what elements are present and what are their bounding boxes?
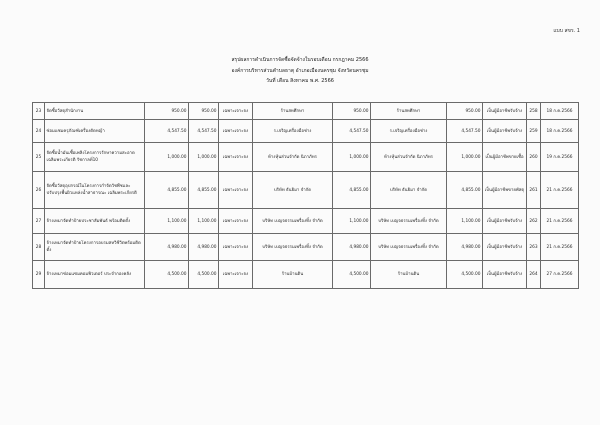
item-description: จ้างเหมาจัดทำป้ายโครงการอบรมสหวิชีวิตพร้อมติดตั้ง xyxy=(45,234,145,261)
contract-number: 263 xyxy=(527,234,541,261)
winning-price: 4,547.50 xyxy=(447,120,483,143)
selection-reason: เป็นผู้มีอาชีพรับจ้าง xyxy=(483,261,527,289)
bid-price: 4,547.50 xyxy=(333,120,371,143)
median-price: 1,000.00 xyxy=(189,143,219,172)
row-number: 28 xyxy=(33,234,45,261)
form-code: แบบ สขร. 1 xyxy=(553,28,580,34)
bid-price: 950.00 xyxy=(333,103,371,120)
winner-name: ห้างหุ้นส่วนจำกัด นิภาภัทร xyxy=(371,143,447,172)
contract-number: 261 xyxy=(527,172,541,209)
contract-date: 18 ก.ค.2566 xyxy=(541,120,579,143)
selection-reason: เป็นผู้มีอาชีพขายเชื้อ xyxy=(483,143,527,172)
winning-price: 1,100.00 xyxy=(447,209,483,234)
contract-number: 262 xyxy=(527,209,541,234)
procurement-table xyxy=(32,102,579,289)
bidder-name: บริษัท เบญจธรรมเพรื่องทิ้ง จำกัด xyxy=(253,234,333,261)
contract-number: 264 xyxy=(527,261,541,289)
selection-reason: เป็นผู้มีอาชีพรับจ้าง xyxy=(483,103,527,120)
selection-reason: เป็นผู้มีอาชีพรับจ้าง xyxy=(483,120,527,143)
budget-amount: 1,100.00 xyxy=(145,209,189,234)
bidder-name: ร.เจริญเครื่องมือช่าง xyxy=(253,120,333,143)
document-header xyxy=(0,55,600,87)
header-date: วันที่ เดือน สิงหาคม พ.ศ. 2566 xyxy=(266,78,334,84)
bidder-name: บริษัท เบญจธรรมเพรื่องทิ้ง จำกัด xyxy=(253,209,333,234)
winner-name: บริษัท เบญจธรรมเพรื่องทิ้ง จำกัด xyxy=(371,209,447,234)
selection-reason: เป็นผู้มีอาชีพรับจ้าง xyxy=(483,234,527,261)
table-row xyxy=(33,234,579,261)
bidder-name: ร้านบ้านดิน xyxy=(253,261,333,289)
median-price: 950.00 xyxy=(189,103,219,120)
bid-price: 1,000.00 xyxy=(333,143,371,172)
selection-reason: เป็นผู้มีอาชีพรับจ้าง xyxy=(483,209,527,234)
bidder-name: ห้างหุ้นส่วนจำกัด นิภาภัทร xyxy=(253,143,333,172)
header-organization: องค์การบริหารส่วนตำบลธาตุ อำเภอเมืองนครชุม จังหวัดนครชุม xyxy=(231,67,369,74)
procurement-method: เฉพาะเจาะจง xyxy=(219,103,253,120)
budget-amount: 4,855.00 xyxy=(145,172,189,209)
table-row xyxy=(33,143,579,172)
table-row xyxy=(33,261,579,289)
median-price: 4,980.00 xyxy=(189,234,219,261)
bid-price: 1,100.00 xyxy=(333,209,371,234)
header-title: สรุปผลการดำเนินการจัดซื้อจัดจ้างในรอบเดือน กรกฎาคม 2566 xyxy=(231,57,369,63)
median-price: 4,547.50 xyxy=(189,120,219,143)
item-description: จ้างเหมาซ่อมแซมคอมพิวเตอร์ ประจำกองคลัง xyxy=(45,261,145,289)
contract-date: 21 ก.ค.2566 xyxy=(541,234,579,261)
median-price: 1,100.00 xyxy=(189,209,219,234)
winner-name: ร.เจริญเครื่องมือช่าง xyxy=(371,120,447,143)
procurement-method: เฉพาะเจาะจง xyxy=(219,234,253,261)
budget-amount: 4,980.00 xyxy=(145,234,189,261)
contract-date: 21 ก.ค.2566 xyxy=(541,172,579,209)
median-price: 4,500.00 xyxy=(189,261,219,289)
contract-date: 19 ก.ค.2566 xyxy=(541,143,579,172)
table-row xyxy=(33,103,579,120)
selection-reason: เป็นผู้มีอาชีพขายพัสดุ xyxy=(483,172,527,209)
bidder-name: ร้านสหศึกษา xyxy=(253,103,333,120)
row-number: 24 xyxy=(33,120,45,143)
row-number: 26 xyxy=(33,172,45,209)
winner-name: บริษัท เบญจธรรมเพรื่องทิ้ง จำกัด xyxy=(371,234,447,261)
contract-number: 260 xyxy=(527,143,541,172)
winner-name: ร้านบ้านดิน xyxy=(371,261,447,289)
budget-amount: 1,000.00 xyxy=(145,143,189,172)
item-description: ซ่อมแซมครุภัณฑ์เครื่องตัดหญ้า xyxy=(45,120,145,143)
bid-price: 4,500.00 xyxy=(333,261,371,289)
contract-date: 18 ก.ค.2566 xyxy=(541,103,579,120)
item-description: จัดซื้อวัสดุอุปกรณ์ในโครงการกำจัดวัชพืชและปรับปรุงพื้นผิวแหล่งน้ำสาธารณะ เฉลิมพระเกียรติ xyxy=(45,172,145,209)
contract-number: 258 xyxy=(527,103,541,120)
winning-price: 4,500.00 xyxy=(447,261,483,289)
contract-date: 27 ก.ค.2566 xyxy=(541,261,579,289)
procurement-method: เฉพาะเจาะจง xyxy=(219,143,253,172)
bid-price: 4,855.00 xyxy=(333,172,371,209)
row-number: 25 xyxy=(33,143,45,172)
winning-price: 4,855.00 xyxy=(447,172,483,209)
table-row xyxy=(33,120,579,143)
row-number: 23 xyxy=(33,103,45,120)
row-number: 27 xyxy=(33,209,45,234)
contract-date: 21 ก.ค.2566 xyxy=(541,209,579,234)
winner-name: บริษัท ธันยิมา จำกัด xyxy=(371,172,447,209)
winning-price: 950.00 xyxy=(447,103,483,120)
item-description: จัดซื้อน้ำมันเชื้อเพลิงโครงการรักษาความสะอาดเฉลิมพระเกียรติ รัชกาลที่10 xyxy=(45,143,145,172)
procurement-method: เฉพาะเจาะจง xyxy=(219,172,253,209)
budget-amount: 4,547.50 xyxy=(145,120,189,143)
winning-price: 4,980.00 xyxy=(447,234,483,261)
procurement-method: เฉพาะเจาะจง xyxy=(219,261,253,289)
procurement-method: เฉพาะเจาะจง xyxy=(219,120,253,143)
row-number: 29 xyxy=(33,261,45,289)
bid-price: 4,980.00 xyxy=(333,234,371,261)
bidder-name: บริษัท ธันยิมา จำกัด xyxy=(253,172,333,209)
item-description: จัดซื้อวัสดุสำนักงาน xyxy=(45,103,145,120)
median-price: 4,855.00 xyxy=(189,172,219,209)
table-row xyxy=(33,209,579,234)
item-description: จ้างเหมาจัดทำป้ายประชาสัมพันธ์ พร้อมติดตั้ง xyxy=(45,209,145,234)
winner-name: ร้านสหศึกษา xyxy=(371,103,447,120)
budget-amount: 4,500.00 xyxy=(145,261,189,289)
contract-number: 259 xyxy=(527,120,541,143)
table-row xyxy=(33,172,579,209)
budget-amount: 950.00 xyxy=(145,103,189,120)
winning-price: 1,000.00 xyxy=(447,143,483,172)
procurement-method: เฉพาะเจาะจง xyxy=(219,209,253,234)
